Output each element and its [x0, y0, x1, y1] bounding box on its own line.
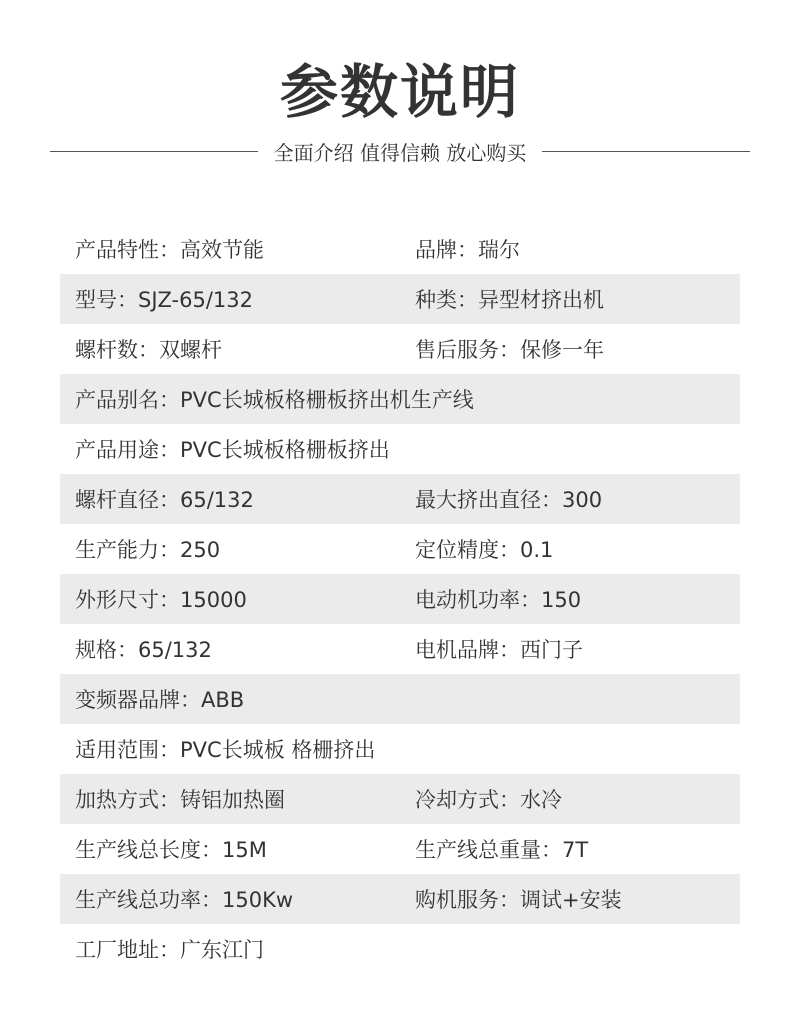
spec-table [60, 224, 740, 974]
spec-row [60, 474, 740, 524]
spec-cell-right: 最大挤出直径：300 [415, 488, 603, 512]
spec-row [60, 274, 740, 324]
spec-row [60, 724, 740, 774]
spec-cell-right: 冷却方式：水冷 [415, 788, 562, 812]
spec-cell-full: 适用范围：PVC长城板 格栅挤出 [75, 738, 376, 762]
spec-row [60, 824, 740, 874]
spec-row [60, 374, 740, 424]
spec-cell-full: 变频器品牌：ABB [75, 688, 245, 712]
spec-cell-right: 售后服务：保修一年 [415, 338, 604, 362]
spec-cell-right: 品牌：瑞尔 [415, 238, 520, 262]
spec-cell-left: 生产线总长度：15M [75, 838, 267, 862]
spec-cell-full: 工厂地址：广东江门 [75, 938, 264, 962]
spec-cell-left: 型号：SJZ-65/132 [75, 288, 253, 312]
page-title: 参数说明 [279, 58, 520, 126]
spec-cell-full: 产品别名：PVC长城板格栅板挤出机生产线 [75, 388, 474, 412]
spec-cell-left: 生产线总功率：150Kw [75, 888, 294, 912]
spec-row [60, 324, 740, 374]
spec-cell-right: 定位精度：0.1 [415, 538, 554, 562]
spec-row [60, 224, 740, 274]
spec-cell-left: 外形尺寸：15000 [75, 588, 247, 612]
spec-row [60, 924, 740, 974]
spec-cell-right: 电动机功率：150 [415, 588, 582, 612]
spec-cell-right: 生产线总重量：7T [415, 838, 589, 862]
spec-cell-left: 产品特性：高效节能 [75, 238, 264, 262]
spec-cell-left: 螺杆直径：65/132 [75, 488, 254, 512]
spec-cell-left: 螺杆数：双螺杆 [75, 338, 222, 362]
divider-line-left [50, 151, 258, 152]
spec-row [60, 574, 740, 624]
page-subtitle: 全面介绍 值得信赖 放心购买 [273, 140, 527, 165]
spec-cell-left: 加热方式：铸铝加热圈 [75, 788, 285, 812]
spec-cell-right: 购机服务：调试+安装 [415, 888, 622, 912]
spec-cell-left: 生产能力：250 [75, 538, 221, 562]
subtitle-divider [50, 136, 750, 166]
spec-row [60, 874, 740, 924]
spec-row [60, 524, 740, 574]
spec-row [60, 674, 740, 724]
spec-cell-right: 电机品牌：西门子 [415, 638, 583, 662]
spec-row [60, 624, 740, 674]
divider-line-right [542, 151, 750, 152]
spec-cell-full: 产品用途：PVC长城板格栅板挤出 [75, 438, 390, 462]
spec-row [60, 774, 740, 824]
spec-cell-left: 规格：65/132 [75, 638, 212, 662]
spec-row [60, 424, 740, 474]
spec-cell-right: 种类：异型材挤出机 [415, 288, 604, 312]
